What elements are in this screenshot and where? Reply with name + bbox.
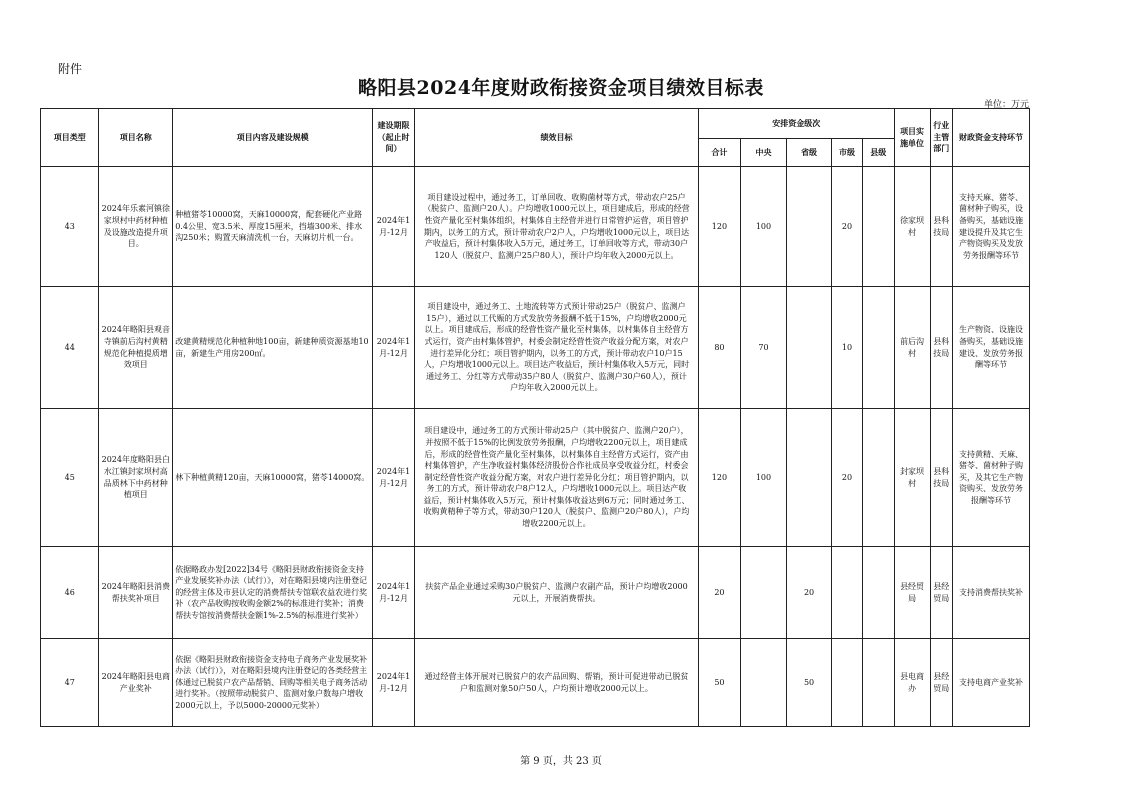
header-type: 项目类型 — [41, 109, 99, 167]
cell-total: 120 — [698, 167, 740, 287]
cell-city: 20 — [832, 409, 863, 547]
header-name: 项目名称 — [99, 109, 173, 167]
cell-county — [862, 639, 894, 727]
header-city: 市级 — [832, 139, 863, 167]
cell-province — [787, 167, 832, 287]
cell-goal: 通过经营主体开展对已脱贫户的农产品回购、帮销，预计可促进带动已脱贫户和监测对象50户50人，户均预计增收2000元以上。 — [415, 639, 699, 727]
cell-total: 80 — [698, 287, 740, 409]
cell-content: 依据略政办发[2022]34号《略阳县财政衔接资金支持产业发展奖补办法（试行）》，对在略阳县境内注册登记的经营主体及市县认定的消费帮扶专馆联农益农进行奖补（农产品收购按收购金额2%的标准进行奖补；消费帮扶专馆按消费帮扶金额1%-2.5%的标准进行奖补） — [173, 547, 373, 639]
cell-city — [832, 547, 863, 639]
cell-link: 支持天麻、猪苓、菌材种子购买，设备购买，基础设施建设提升及其它生产物资购买及发放劳务报酬等环节 — [953, 167, 1030, 287]
cell-goal: 项目建设中，通过务工的方式预计带动25户（其中脱贫户、监测户20户），并按照不低于15%的比例发放劳务报酬，户均增收2200元以上，项目建成后，形成的经营性资产量化至村集体，以村集体自主经营方式运行，资产由村集体管护，产生净收益村集体经济股份合作社成员享受收益分红，村委会制定经营性资产收益分配方案，对农户进行差异化分红；项目管护期内，以务工的方式，预计带动农户8户12人，户均增收1000元以上。项目达产收益后，预计村集体收入5万元，预计村集体收益达到6万元；同时通过务工、收购黄精种子等方式，带动30户120人（脱贫户、监测户20户80人），户均增收2200元以上。 — [415, 409, 699, 547]
cell-implementer: 徐家坝村 — [894, 167, 930, 287]
cell-county — [862, 287, 894, 409]
cell-province: 20 — [787, 547, 832, 639]
header-department: 行业主管部门 — [930, 109, 953, 167]
page-number: 第 9 页，共 23 页 — [520, 756, 602, 767]
cell-name: 2024年乐素河镇徐家坝村中药材种植及设施改造提升项目。 — [99, 167, 173, 287]
cell-type: 44 — [41, 287, 99, 409]
cell-implementer: 封家坝村 — [894, 409, 930, 547]
cell-name: 2024年度略阳县白水江镇封家坝村高品质林下中药材种植项目 — [99, 409, 173, 547]
header-province: 省级 — [787, 139, 832, 167]
cell-name: 2024年略阳县电商产业奖补 — [99, 639, 173, 727]
cell-content: 种植猪苓10000窝，天麻10000窝，配套硬化产业路0.4公里、宽3.5米、厚度15厘米，挡墙300米、排水沟250米；购置天麻清洗机一台，天麻切片机一台。 — [173, 167, 373, 287]
cell-period: 2024年1月-12月 — [373, 287, 415, 409]
header-period: 建设期限（起止时间） — [373, 109, 415, 167]
header-total: 合计 — [698, 139, 740, 167]
performance-table — [40, 108, 1030, 727]
cell-implementer: 前后沟村 — [894, 287, 930, 409]
table-row — [41, 547, 1030, 639]
cell-department: 县科技局 — [930, 409, 953, 547]
cell-content: 依据《略阳县财政衔接资金支持电子商务产业发展奖补办法（试行）》，对在略阳县境内注册登记的各类经营主体通过已脱贫户农产品帮销、回购等相关电子商务活动进行奖补。（按照带动脱贫户、监测对象户数每户增收2000元以上，予以5000-20000元奖补） — [173, 639, 373, 727]
cell-total: 50 — [698, 639, 740, 727]
cell-type: 43 — [41, 167, 99, 287]
header-funding: 安排资金级次 — [698, 109, 894, 139]
cell-goal: 项目建设中，通过务工、土地流转等方式预计带动25户（脱贫户、监测户15户），通过以工代赈的方式发放劳务报酬不低于15%，户均增收2000元以上。项目建成后，形成的经营性资产量化至村集体，以村集体自主经营方式运行，资产由村集体管护，村委会制定经营性资产收益分配方案，对农户进行差异化分红；项目管护期内，以务工的方式，预计带动农户10户15人，户均增收1000元以上。项目达产收益后，预计村集体收入5万元，同时通过务工、分红等方式带动35户80人（脱贫户、监测户30户60人），预计户均年收入2000元以上。 — [415, 287, 699, 409]
cell-period: 2024年1月-12月 — [373, 167, 415, 287]
cell-period: 2024年1月-12月 — [373, 639, 415, 727]
cell-central — [740, 639, 786, 727]
cell-department: 县科技局 — [930, 167, 953, 287]
table-row — [41, 639, 1030, 727]
cell-link: 支持黄精、天麻、猪苓、菌材种子购买，及其它生产物资购买、发放劳务报酬等环节 — [953, 409, 1030, 547]
header-link: 财政资金支持环节 — [953, 109, 1030, 167]
cell-city: 20 — [832, 167, 863, 287]
cell-content: 改建黄精规范化种植种地100亩，新建种质资源基地10亩，新建生产用房200㎡。 — [173, 287, 373, 409]
header-content: 项目内容及建设规模 — [173, 109, 373, 167]
table-row — [41, 167, 1030, 287]
cell-county — [862, 167, 894, 287]
cell-province — [787, 409, 832, 547]
cell-link: 支持电商产业奖补 — [953, 639, 1030, 727]
cell-city: 10 — [832, 287, 863, 409]
page-title: 略阳县2024年度财政衔接资金项目绩效目标表 — [358, 77, 764, 99]
cell-link: 支持消费帮扶奖补 — [953, 547, 1030, 639]
cell-central: 70 — [740, 287, 786, 409]
cell-department: 县科技局 — [930, 287, 953, 409]
cell-goal: 项目建设过程中，通过务工，订单回收、收购菌材等方式，带动农户25户（脱贫户、监测户20人）。户均增收1000元以上，项目建成后，形成的经营性资产量化至村集体组织，村集体自主经营并进行日常管护运营，项目管护期内，以务工的方式，预计带动农户2户人，户均增收1000元以上，项目达产收益后，预计村集体收入5万元，通过务工，订单回收等方式，带动30户120人（脱贫户、监测户25户80人），预计户均年收入2000元以上。 — [415, 167, 699, 287]
cell-province: 50 — [787, 639, 832, 727]
cell-province — [787, 287, 832, 409]
cell-central: 100 — [740, 167, 786, 287]
cell-type: 47 — [41, 639, 99, 727]
cell-period: 2024年1月-12月 — [373, 409, 415, 547]
cell-link: 生产物资、设施设备购买，基础设施建设、发放劳务报酬等环节 — [953, 287, 1030, 409]
header-implementer: 项目实施单位 — [894, 109, 930, 167]
unit-label: 单位：万元 — [983, 100, 1029, 110]
table-row — [41, 287, 1030, 409]
cell-period: 2024年1月-12月 — [373, 547, 415, 639]
cell-name: 2024年略阳县观音寺镇前后沟村黄精规范化种植提质增效项目 — [99, 287, 173, 409]
cell-type: 46 — [41, 547, 99, 639]
cell-goal: 扶贫产品企业通过采购30户脱贫户、监测户农副产品，预计户均增收2000元以上，开展消费帮扶。 — [415, 547, 699, 639]
cell-central: 100 — [740, 409, 786, 547]
cell-implementer: 县电商办 — [894, 639, 930, 727]
attachment-label: 附件 — [58, 62, 83, 76]
cell-central — [740, 547, 786, 639]
header-central: 中央 — [740, 139, 786, 167]
table-row — [41, 409, 1030, 547]
cell-department: 县经贸局 — [930, 639, 953, 727]
cell-type: 45 — [41, 409, 99, 547]
cell-city — [832, 639, 863, 727]
cell-department: 县经贸局 — [930, 547, 953, 639]
cell-implementer: 县经贸局 — [894, 547, 930, 639]
header-goal: 绩效目标 — [415, 109, 699, 167]
cell-county — [862, 547, 894, 639]
cell-total: 120 — [698, 409, 740, 547]
header-county: 县级 — [862, 139, 894, 167]
cell-total: 20 — [698, 547, 740, 639]
cell-name: 2024年略阳县消费帮扶奖补项目 — [99, 547, 173, 639]
cell-county — [862, 409, 894, 547]
cell-content: 林下种植黄精120亩，天麻10000窝，猪苓14000窝。 — [173, 409, 373, 547]
